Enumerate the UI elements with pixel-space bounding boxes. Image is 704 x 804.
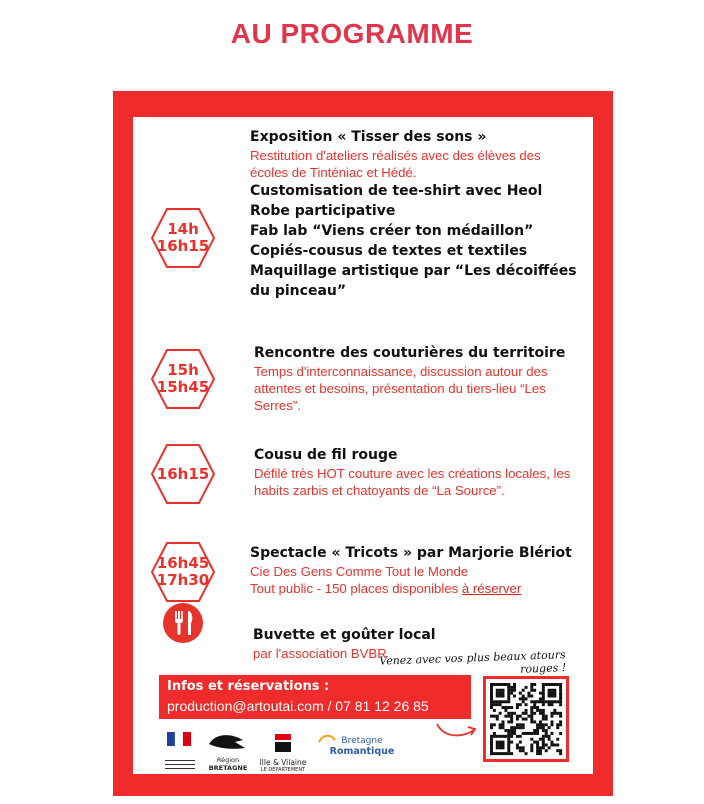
session-title: Cousu de fil rouge <box>254 447 398 463</box>
time-badge-2 <box>150 348 216 410</box>
info-contact[interactable]: production@artoutai.com / 07 81 12 26 85 <box>167 698 429 714</box>
arrow-icon <box>434 720 480 742</box>
buvette-description: par l'association BVBR <box>253 646 387 661</box>
activity-item: Fab lab “Viens créer ton médaillon” <box>250 223 534 239</box>
ille-vilaine-logo <box>258 732 308 773</box>
time-end: 16h15 <box>156 237 210 255</box>
region-line1: Région <box>216 756 240 764</box>
session-1 <box>250 127 590 301</box>
bretagne-romantique-logo <box>317 732 407 757</box>
time-badge-3 <box>150 443 216 505</box>
session-title: Rencontre des couturières du territoire <box>254 345 566 361</box>
activity-item: Customisation de tee-shirt avec Heol <box>250 183 543 199</box>
br-line1: Bretagne <box>341 736 383 746</box>
page-title: AU PROGRAMME <box>230 18 474 49</box>
time-start: 16h45 <box>156 554 210 572</box>
time-start: 16h15 <box>156 464 210 483</box>
tagline: Venez avec vos plus beaux atours rouges ! <box>379 648 567 676</box>
session-4 <box>250 543 590 597</box>
info-box <box>159 675 471 719</box>
time-start: 14h <box>167 220 199 238</box>
activity-item: Copiés-cousus de textes et textiles <box>250 243 528 259</box>
reserve-link[interactable]: à réserver <box>461 581 522 596</box>
time-end: 17h30 <box>156 571 210 589</box>
time-end: 15h45 <box>156 378 210 396</box>
gov-logo <box>165 730 199 769</box>
ille-name: Ille & Vilaine <box>259 758 307 767</box>
session-description: Temps d'interconnaissance, discussion autour des attentes et besoins, présentation du tiers-lieu “Les Serres”. <box>254 364 548 413</box>
partner-logos <box>165 728 415 776</box>
session-audience: Tout public - 150 places disponibles <box>250 581 459 596</box>
session-description: Restitution d'ateliers réalisés avec des élèves des écoles de Tinténiac et Hédé. <box>250 148 541 180</box>
session-description: Défilé très HOT couture avec les créations locales, les habits zarbis et chatoyants de “La Source”. <box>254 466 571 498</box>
activity-item: Maquillage artistique par “Les décoiffées du pinceau” <box>250 263 577 299</box>
br-line2: Romantique <box>329 746 395 757</box>
session-2 <box>254 343 594 414</box>
time-badge-1 <box>150 207 216 269</box>
fork-knife-icon <box>163 603 203 643</box>
session-company: Cie Des Gens Comme Tout le Monde <box>250 564 469 579</box>
time-start: 15h <box>167 361 199 379</box>
qr-code[interactable] <box>483 676 569 762</box>
activity-item: Robe participative <box>250 203 396 219</box>
buvette-title: Buvette et goûter local <box>253 627 436 643</box>
time-badge-4 <box>150 541 216 603</box>
info-title: Infos et réservations : <box>167 679 330 694</box>
ille-sub: LE DÉPARTEMENT <box>260 767 306 773</box>
region-bretagne-logo <box>205 730 251 772</box>
session-title: Exposition « Tisser des sons » <box>250 129 487 145</box>
region-line2: BRETAGNE <box>208 764 248 772</box>
session-3 <box>254 445 594 499</box>
session-title: Spectacle « Tricots » par Marjorie Blériot <box>250 545 572 561</box>
